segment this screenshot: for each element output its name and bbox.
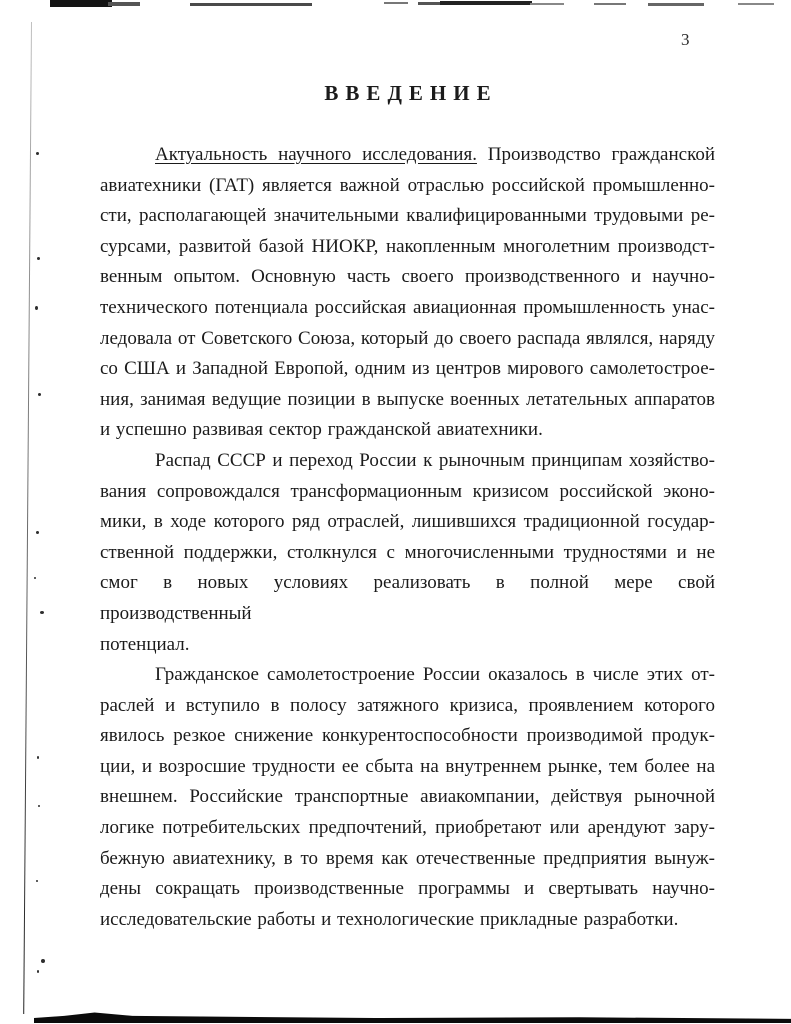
text-line: мики, в ходе которого ряд отраслей, лишившихся традиционной государ- xyxy=(100,511,715,533)
text-line: смог в новых условиях реализовать в полной мере свой производственный xyxy=(100,572,715,624)
underlined-heading: Актуальность научного исследования. xyxy=(155,144,477,165)
scan-speck xyxy=(40,611,44,614)
paragraph xyxy=(100,446,715,660)
text-line: технического потенциала российская авиационная промышленность унас- xyxy=(100,296,715,318)
scan-artifact-left-hairline xyxy=(23,22,32,1014)
scan-speck xyxy=(37,756,39,759)
scan-speck xyxy=(38,805,40,807)
text-line: Гражданское самолетостроение России оказалось в числе этих от- xyxy=(155,664,715,686)
text-line: явилось резкое снижение конкурентоспособности производимой продук- xyxy=(100,725,715,747)
page-title: ВВЕДЕНИЕ xyxy=(324,81,498,105)
scan-artifact-top-edge xyxy=(50,0,112,7)
scan-speck xyxy=(36,531,39,534)
text-line: и успешно развивая сектор гражданской авиатехники. xyxy=(100,419,543,441)
scan-speck xyxy=(35,306,38,310)
text-line: ции, и возросшие трудности ее сбыта на внутреннем рынке, тем более на xyxy=(100,755,715,777)
scan-artifact-top-edge xyxy=(384,2,408,4)
scan-speck xyxy=(34,577,36,579)
text-line: ственной поддержки, столкнулся с многочисленными трудностями и не xyxy=(100,541,715,563)
text-line: дены сокращать производственные программы и свертывать научно- xyxy=(100,878,715,900)
text-line: Распад СССР и переход России к рыночным принципам хозяйство- xyxy=(155,449,715,471)
scan-artifact-top-edge xyxy=(418,2,442,5)
text-line: внешнем. Российские транспортные авиакомпании, действуя рыночной xyxy=(100,786,715,808)
page-number: 3 xyxy=(681,30,690,49)
scan-artifact-top-edge xyxy=(530,3,564,5)
scan-artifact-bottom-bar xyxy=(34,1012,791,1023)
text-line: раслей и вступило в полосу затяжного кризиса, проявлением которого xyxy=(100,694,715,716)
scan-speck xyxy=(37,970,39,973)
scan-speck xyxy=(36,152,39,155)
scan-speck xyxy=(38,393,41,396)
scan-artifact-top-edge xyxy=(108,2,140,6)
text-line: венным опытом. Основную часть своего производственного и научно- xyxy=(100,266,715,288)
scan-speck xyxy=(41,959,45,963)
scan-artifact-top-edge xyxy=(440,1,532,5)
paragraph xyxy=(100,660,715,935)
scan-speck xyxy=(37,257,40,260)
text-line: сурсами, развитой базой НИОКР, накопленным многолетним производст- xyxy=(100,235,715,257)
scan-artifact-top-edge xyxy=(594,3,626,5)
text-line: бежную авиатехнику, в то время как отечественные предприятия вынуж- xyxy=(100,847,715,869)
text-line: сти, располагающей значительными квалифицированными трудовыми ре- xyxy=(100,205,715,227)
text-line: логике потребительских предпочтений, приобретают или арендуют зару- xyxy=(100,817,715,839)
scan-speck xyxy=(36,880,38,882)
body-text xyxy=(100,140,715,935)
scan-artifact-top-edge xyxy=(648,3,704,6)
text-line: вания сопровождался трансформационным кризисом российской эконо- xyxy=(100,480,715,502)
scan-artifact-top-edge xyxy=(190,3,312,6)
text-line xyxy=(100,140,715,171)
text-line: ния, занимая ведущие позиции в выпуске военных летательных аппаратов xyxy=(100,388,715,410)
text-line: ледовала от Советского Союза, который до своего распада являлся, наряду xyxy=(100,327,715,349)
text-line: авиатехники (ГАТ) является важной отраслью российской промышленно- xyxy=(100,174,715,196)
scan-artifact-top-edge xyxy=(738,3,774,5)
text-segment: Производство гражданской xyxy=(476,144,715,165)
text-line: потенциал. xyxy=(100,633,190,655)
text-line: со США и Западной Европой, одним из центров мирового самолетострое- xyxy=(100,358,715,380)
text-line: исследовательские работы и технологические прикладные разработки. xyxy=(100,908,679,930)
paragraph xyxy=(100,140,715,446)
